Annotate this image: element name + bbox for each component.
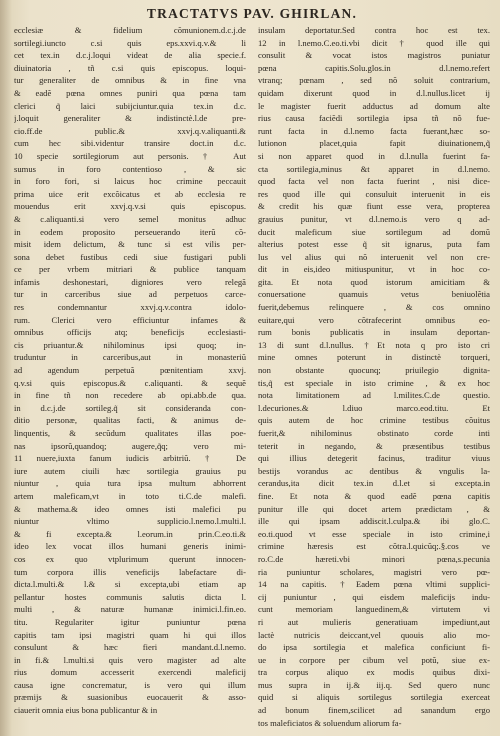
- text-line: tum corpora illis veneficijs labefactare di-: [14, 566, 246, 577]
- text-line: misit idem delictum, & tunc si est vilis per-: [14, 239, 246, 250]
- text-line: cet tex.in d.c.j.loqui videat de alia specie.f.: [14, 50, 246, 61]
- text-line: in d.c.j.de sortileg.q̃ sit consideranda con-: [14, 402, 246, 413]
- text-line: q.v.si quis episcopus.& c.aliquanti. & sequẽ: [14, 377, 246, 388]
- text-line: causa igne concrematur, is vero qui illum: [14, 679, 246, 690]
- text-line: clerici q̃ laici subijciuntur.quia tex.in d.c.: [14, 100, 246, 111]
- text-line: ad agendum perpetuã pœnitentiam xxvj.: [14, 365, 246, 376]
- text-line: pœna capitis.Solu.glos.in d.l.nemo.refert: [258, 62, 490, 73]
- text-line: vtranq; pœnam , sed nõ soluit contrarium,: [258, 75, 490, 86]
- running-header: TRACTATVS PAV. GHIRLAN.: [146, 6, 358, 21]
- text-line: cum hec sibi.videntur transire doct.in d.c.: [14, 138, 246, 149]
- text-line: euitare,qui vero cõtrafecerint omnibus eo-: [258, 314, 490, 325]
- text-line: non obstante quocunq; priuilegio dignita-: [258, 365, 490, 376]
- text-line: ditio personæ, qualitas facti, & animus de-: [14, 415, 246, 426]
- text-line: cij puniuntur , qui eisdem maleficijs indu-: [258, 591, 490, 602]
- text-line: & eadẽ pœna omnes puniri qua pœna tam: [14, 87, 246, 98]
- text-line: ideo lex vocat illos humani generis inimi-: [14, 541, 246, 552]
- text-line: tur generaliter de omnibus & in fine vna: [14, 75, 246, 86]
- text-line: consulunt & hæc fieri mandant.d.l.nemo.: [14, 642, 246, 653]
- text-line: 12 in l.nemo.C.eo.ti.vbi dicit † quod ille qui: [258, 37, 490, 48]
- text-line: crimine hæresis est cõtra.l.quicũq;.§.cos ve: [258, 541, 490, 552]
- text-line: rum bonis publicatis in insulam deportan-: [258, 327, 490, 338]
- text-line: 10 specie sortilegiorum aut personis. † Aut: [14, 150, 246, 161]
- text-line: in fi.& l.multi.si quis vero magister ad alte: [14, 654, 246, 665]
- text-columns: [14, 24, 490, 729]
- text-line: punitur ille qui docet artem prædictam , &: [258, 503, 490, 514]
- text-line: diuinatoria , tñ c.si quis episcopus. loqui-: [14, 62, 246, 73]
- text-line: tis,q̃ est speciale in isto crimine , & ex hoc: [258, 377, 490, 388]
- text-line: res condemnantur xxvj.q.v.contra idolo-: [14, 302, 246, 313]
- text-line: cta sortilegia,minus &t apparet in d.l.nemo.: [258, 163, 490, 174]
- text-line: 14 na capitis. †Eadem pœna vltimi supplici-: [258, 579, 490, 590]
- text-line: cio.ff.de public.& xxvj.q.v.aliquanti.&: [14, 125, 246, 136]
- text-line: cis priuantur.& nihilominus ipsi quoq; in-: [14, 339, 246, 350]
- text-line: rius causa faciẽdi sortilegia ipsa tñ nõ fue-: [258, 113, 490, 124]
- text-line: niuntur vltimo supplicio.l.nemo.l.multi.l.: [14, 516, 246, 527]
- text-line: ro.C.de hæreti.vbi minori pœna,s.pecunia: [258, 553, 490, 564]
- text-line: & credit his quæ fiunt esse vera, propterea: [258, 201, 490, 212]
- text-line: dicta.l.multi.& l.& si excepta,ubi etiam ap: [14, 579, 246, 590]
- text-line: præmijs & suasionibus euocauerit & asso-: [14, 692, 246, 703]
- text-line: fuerit,debemus relinquere , & cos omnino: [258, 302, 490, 313]
- right-column: [258, 24, 490, 729]
- text-line: sumus in foro contentioso , & sic: [14, 163, 246, 174]
- text-line: ad bonum finem,scilicet ad sanandum ergo: [258, 705, 490, 716]
- text-line: consulit & vocat istos magistros puniatur: [258, 50, 490, 61]
- text-line: omnibus officijs atq; beneficijs ecclesiasti-: [14, 327, 246, 338]
- text-line: si non apparet quod in d.l.nulla fuerint fa-: [258, 150, 490, 161]
- text-line: ue in corpore per cibum vel potũ, siue ex-: [258, 654, 490, 665]
- text-line: truduntur in carceribus,aut in monasteriũ: [14, 352, 246, 363]
- text-line: gita. Et nota quod istorum amicitiam &: [258, 276, 490, 287]
- text-line: quis autem de hoc crimine testibus cõuitus: [258, 415, 490, 426]
- text-line: dit in eis,ideo mitiuspunitur, vt in hoc co-: [258, 264, 490, 275]
- text-line: tos maleficiatos & soluendum aliorum fa-: [258, 717, 402, 728]
- text-line: ce per vrbem mitriari & publice tanquam: [14, 264, 246, 275]
- text-line: alterius potest esse q̃ sit ignarus, puta fam: [258, 239, 490, 250]
- text-line: cos ex quo vtplurimum querunt innocen-: [14, 553, 246, 564]
- text-line: fine. Et nota & quod eadẽ pœna capitis: [258, 490, 490, 501]
- text-line: do ipsa sortilegia et malefica conficiunt fi-: [258, 642, 490, 653]
- text-line: in eodem proposito perseuerando iterũ cõ-: [14, 226, 246, 237]
- text-line: in fine tñ non recedere ab opi.abb.de qua.: [14, 390, 246, 401]
- text-line: & fi excepta.& l.eorum.in prin.C.eo.ti.&: [14, 528, 246, 539]
- text-line: quid si aliquis sortilegus sortilegia exerceat: [258, 692, 490, 703]
- text-line: ille qui ipsam addiscit.l.culpa.& ibi glo.C.: [258, 516, 490, 527]
- text-line: tur in carceribus siue ad perpetuos carce-: [14, 289, 246, 300]
- text-line: bestijs vorandus ac dentibus & vngulis la-: [258, 465, 490, 476]
- text-line: multi , & naturæ humanæ inimici.l.fin.eo.: [14, 604, 246, 615]
- text-line: qui illius detegerit facinus, traditur viuus: [258, 453, 490, 464]
- text-line: titu. Regulariter igitur puniuntur pœna: [14, 616, 246, 627]
- text-line: iure autem ciuili hæc sortilegia grauius pu: [14, 465, 246, 476]
- left-column: [14, 24, 246, 729]
- text-line: tra corpus aliquo ex modis quibus dixi-: [258, 667, 490, 678]
- text-line: grauius punitur, vt d.l.nemo.is vero q ad-: [258, 213, 490, 224]
- text-line: insulam deportatur.Sed contra hoc est tex.: [258, 25, 490, 35]
- text-line: ria puniuntur scholares, magistri vero pœ-: [258, 566, 490, 577]
- text-line: cerandus,ita dicit tex.in d.l.et si excepta.in: [258, 478, 490, 489]
- text-line: mouendus erit xxvj.q.v.si quis episcopus.: [14, 201, 246, 212]
- text-line: 11 nuere,iuxta fanum iudicis arbitriũ. † De: [14, 453, 246, 464]
- text-line: & mathema.& ideo omnes isti malefici pu: [14, 503, 246, 514]
- gutter-shadow: [0, 0, 12, 736]
- text-line: teterit in negando, & præsentibus testibus: [258, 440, 490, 451]
- text-line: res quod ille qui consuluit interuenit in eis: [258, 188, 490, 199]
- text-line: sona debet fustibus cedi siue fustigari publi: [14, 251, 246, 262]
- text-line: artem maleficam,vt in toto ti.C.de malefi.: [14, 490, 246, 501]
- text-line: 13 di sunt d.l.nullus. †Et nota q pro isto cri: [258, 339, 490, 350]
- text-line: ducit maleficum siue sortilegum ad domũ: [258, 226, 490, 237]
- text-line: nas ipsorũ,quandoq; augere,q̃q; vero mi-: [14, 440, 246, 451]
- text-line: nota limitationem ad l.milites.C.de questio.: [258, 390, 490, 401]
- text-line: sortilegi.iuncto c.si quis eps.xxvi.q.v.& li: [14, 37, 246, 48]
- text-line: mine omnes poterunt in distinctè torqueri,: [258, 352, 490, 363]
- text-line: lutionon placet,quia fapit diuinationem,q̃: [258, 138, 490, 149]
- text-line: quod facta vel non facta fuerint , nisi dice-: [258, 176, 490, 187]
- text-line: pellantur hostes communis salutis dicta l.: [14, 591, 246, 602]
- text-line: lus vel alius qui nõ interuenit vel non cre-: [258, 251, 490, 262]
- text-line: prima uice erit excõicatus et ab ecclesia re: [14, 188, 246, 199]
- text-line: conuersatione quamuis vetus beniuolẽtia: [258, 289, 490, 300]
- text-line: & c.aliquanti.si vero semel monitus adhuc: [14, 213, 246, 224]
- text-line: quidam dixerunt quod in d.l.nullus.licet ij: [258, 87, 490, 98]
- text-line: linquentis, & secũdum qualitates illas poe-: [14, 428, 246, 438]
- text-line: rius domum accesserit exercendi maleficij: [14, 667, 246, 678]
- text-line: le magister fuerit adductus ad domum alte: [258, 100, 490, 111]
- text-line: cunt memoriam languedinem,& virtutem vi: [258, 604, 490, 615]
- text-line: mus supra in ij.& iij.q. Sed quero nunc: [258, 679, 490, 690]
- text-line: infamis deshonestari, digniores vero relegã: [14, 276, 246, 287]
- text-line: ri aut mulieris generatiuam impediunt,aut: [258, 616, 490, 627]
- text-line: runt facta in d.l.nemo facta fuerant,hæc so-: [258, 125, 490, 136]
- text-line: in foro fori, si laicus hoc crimine peccauit: [14, 176, 246, 187]
- text-line: niuntur , quia tura ipsa multum abhorrent: [14, 478, 246, 489]
- text-line: eo.ti.quod vt esse speciale in isto crimine,i: [258, 528, 490, 539]
- text-line: ecclesiæ & fidelium cõmunionem.d.c.j.de: [14, 25, 246, 35]
- text-line: lactè nutricis deiccant,vel quouis alio mo-: [258, 629, 490, 640]
- text-line: fuerit,& nihilominus obstinato corde inti: [258, 428, 490, 438]
- text-line: l.decuriones.& l.diuo marco.eod.titu. Et: [258, 402, 490, 413]
- text-line: capitis tam ipsi magistri quam hi qui illos: [14, 629, 246, 640]
- text-line: ciauerit omnia eius bona publicantur & in: [14, 705, 158, 716]
- text-line: j.loquit generaliter & indistinctè.l.de pre-: [14, 113, 246, 124]
- text-line: rum. Clerici vero efficiuntur infames &: [14, 314, 246, 325]
